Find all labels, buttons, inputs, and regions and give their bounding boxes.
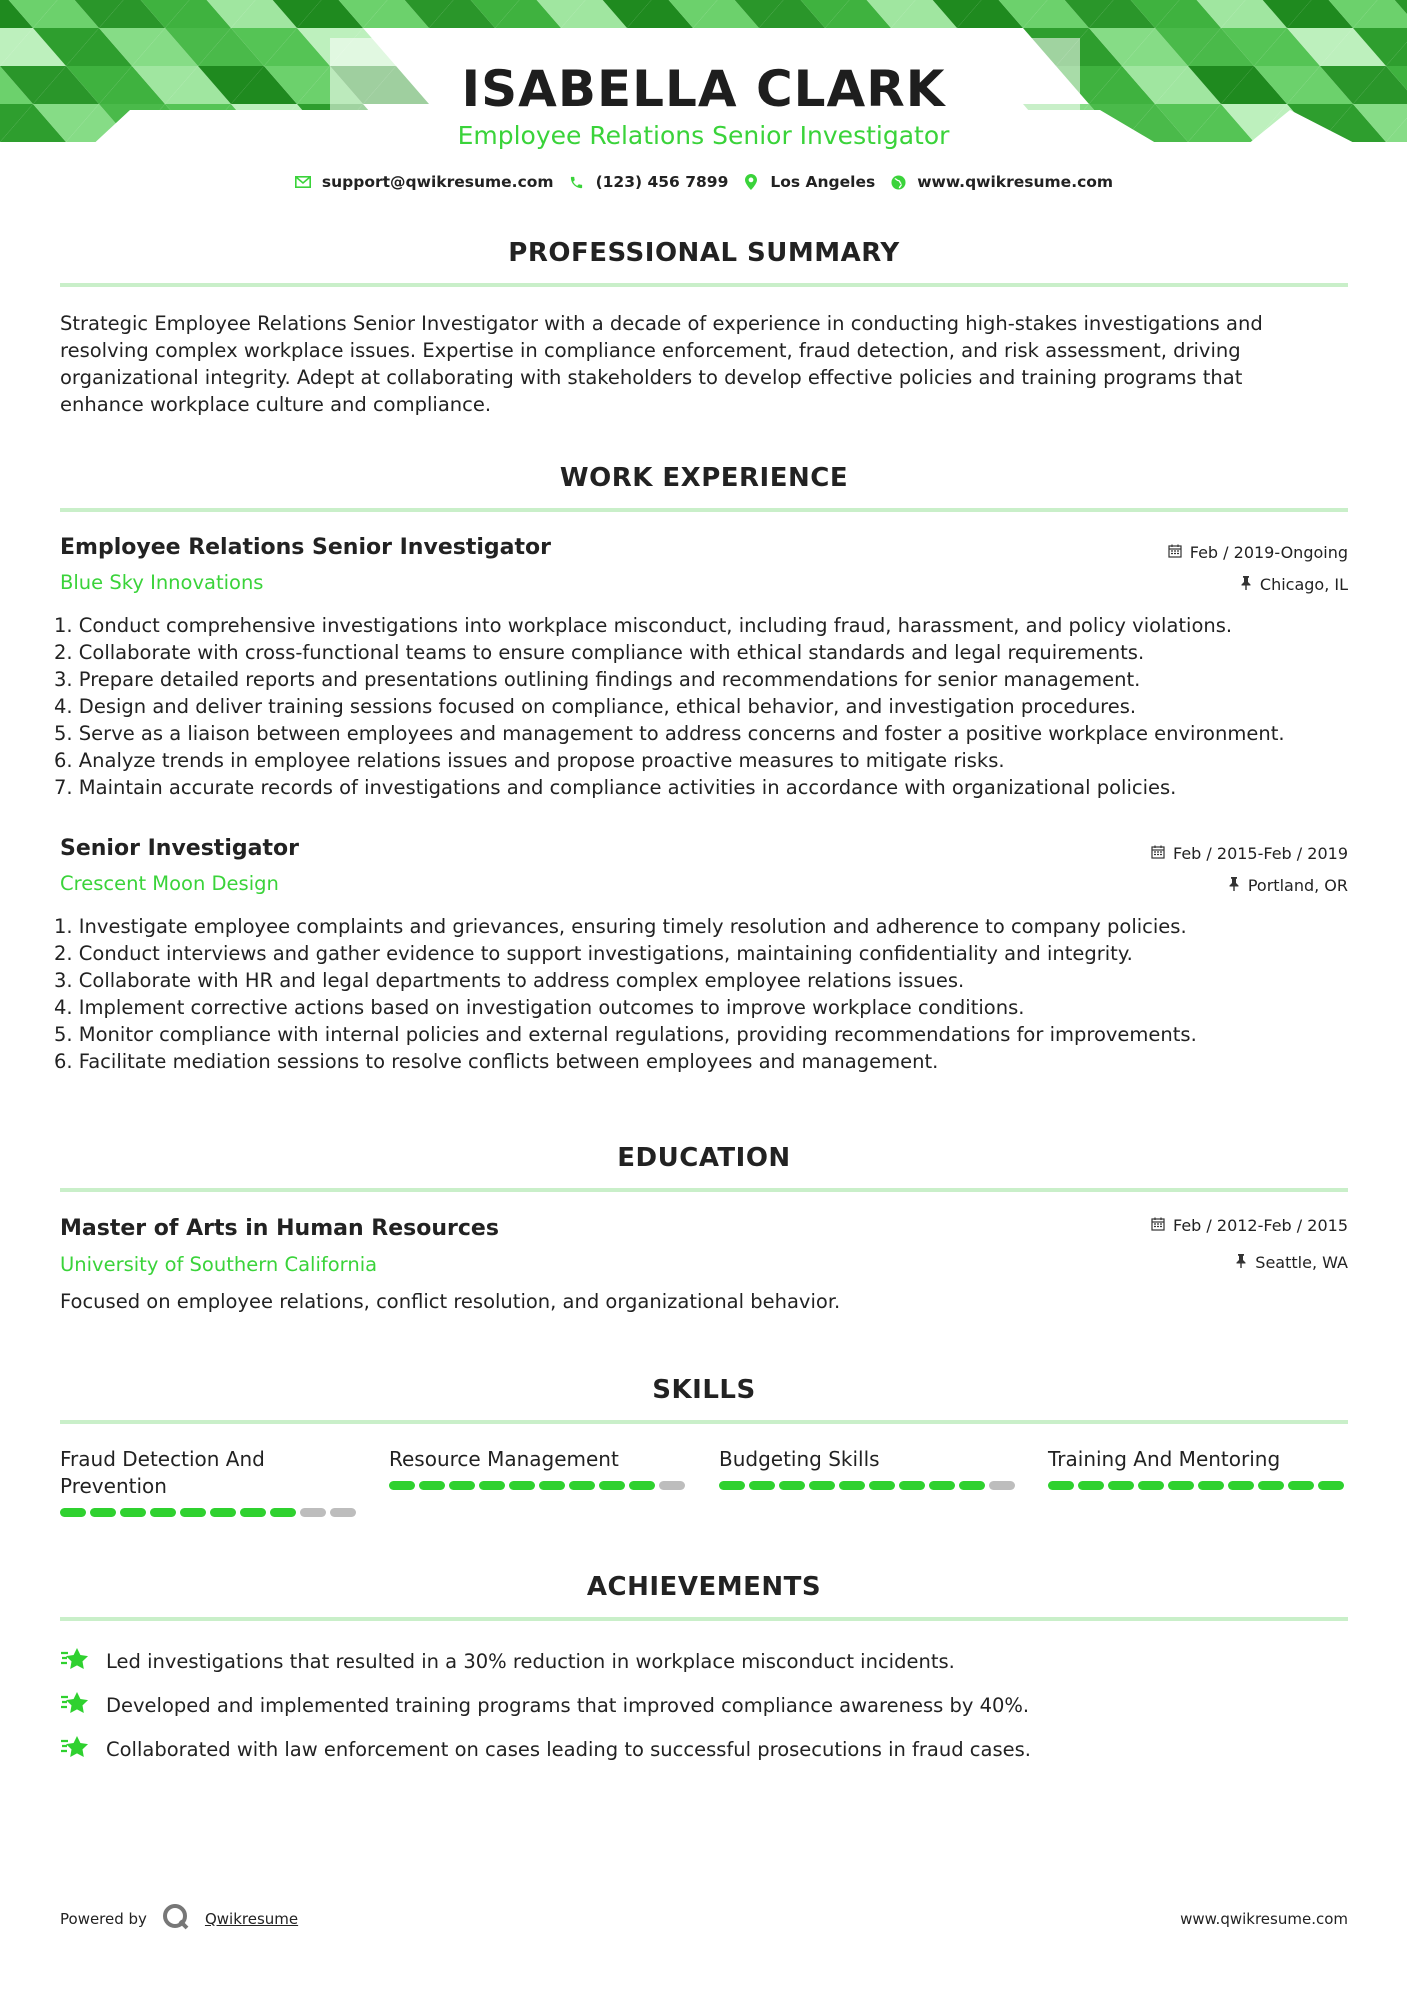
pushpin-icon (1228, 876, 1240, 895)
section-divider (60, 1420, 1348, 1424)
list-item: 6. Analyze trends in employee relations issues and propose proactive measures to mitigate risks. (54, 749, 1005, 772)
star-icon (60, 1689, 92, 1722)
list-item: 2. Conduct interviews and gather evidence to support investigations, maintaining confidentiality and integrity. (54, 942, 1133, 965)
contact-bar (0, 173, 1407, 191)
skill-level-segment (929, 1481, 955, 1490)
skill-item (389, 1446, 689, 1490)
skill-level-segment (419, 1481, 445, 1490)
skill-level-segment (509, 1481, 535, 1490)
brand-link[interactable]: Qwikresume (204, 1910, 299, 1928)
job-responsibilities (54, 913, 1354, 1075)
job-title: Employee Relations Senior Investigator (60, 535, 551, 560)
footer-website[interactable]: www.qwikresume.com (1180, 1910, 1348, 1928)
list-item: 5. Serve as a liaison between employees and management to address concerns and foster a positive workplace environment. (54, 722, 1285, 745)
skill-name: Training And Mentoring (1048, 1447, 1281, 1471)
section-title-summary: PROFESSIONAL SUMMARY (508, 238, 900, 268)
skill-level-segment (150, 1508, 176, 1517)
globe-icon (889, 175, 907, 190)
section-title-skills: SKILLS (652, 1375, 756, 1405)
summary-line: organizational integrity. Adept at collaborating with stakeholders to develop effective policies and training programs that (60, 366, 1243, 389)
candidate-name: ISABELLA CLARK (461, 60, 946, 118)
skill-item (719, 1446, 1019, 1490)
calendar-icon (1168, 543, 1182, 562)
skill-level-segment (989, 1481, 1015, 1490)
skill-level-segment (539, 1481, 565, 1490)
skill-level-segment (90, 1508, 116, 1517)
job-title: Senior Investigator (60, 836, 299, 861)
skill-level-segment (899, 1481, 925, 1490)
skill-level-segment (869, 1481, 895, 1490)
job-location: Portland, OR (1228, 876, 1348, 895)
skill-level-segment (809, 1481, 835, 1490)
contact-email[interactable]: support@qwikresume.com (294, 173, 554, 191)
contact-phone[interactable]: (123) 456 7899 (568, 173, 729, 191)
skill-level-segment (959, 1481, 985, 1490)
education-dates: Feb / 2012-Feb / 2015 (1151, 1216, 1348, 1235)
star-icon (60, 1645, 92, 1678)
skill-level-segment (779, 1481, 805, 1490)
list-item: 7. Maintain accurate records of investigations and compliance activities in accordance with organizational policies. (54, 776, 1177, 799)
skill-level-segment (1318, 1481, 1344, 1490)
pushpin-icon (1240, 575, 1252, 594)
job-dates: Feb / 2019-Ongoing (1168, 543, 1348, 562)
contact-website[interactable]: www.qwikresume.com (889, 173, 1113, 191)
skill-level-bar (60, 1508, 360, 1517)
skill-level-segment (749, 1481, 775, 1490)
job-location: Chicago, IL (1240, 575, 1348, 594)
skill-level-bar (389, 1481, 689, 1490)
qwikresume-logo-icon (161, 1902, 191, 1936)
list-item: 1. Conduct comprehensive investigations into workplace misconduct, including fraud, harassment, and policy violations. (54, 614, 1233, 637)
skill-level-segment (569, 1481, 595, 1490)
skill-level-segment (60, 1508, 86, 1517)
skill-name: Budgeting Skills (719, 1447, 880, 1471)
section-title-achievements: ACHIEVEMENTS (586, 1572, 822, 1602)
skill-level-segment (300, 1508, 326, 1517)
summary-line: enhance workplace culture and compliance. (60, 393, 492, 416)
skill-name: Fraud Detection And Prevention (60, 1447, 265, 1498)
skill-level-bar (719, 1481, 1019, 1490)
skill-level-segment (270, 1508, 296, 1517)
skill-level-segment (240, 1508, 266, 1517)
list-item: 1. Investigate employee complaints and grievances, ensuring timely resolution and adherence to company policies. (54, 915, 1187, 938)
list-item: 3. Prepare detailed reports and presentations outlining findings and recommendations for senior management. (54, 668, 1141, 691)
skill-level-segment (599, 1481, 625, 1490)
job-responsibilities (54, 612, 1354, 801)
section-title-experience: WORK EXPERIENCE (559, 463, 849, 493)
envelope-icon (294, 176, 312, 188)
skill-level-segment (180, 1508, 206, 1517)
list-item: 4. Design and deliver training sessions focused on compliance, ethical behavior, and investigation procedures. (54, 695, 1137, 718)
skill-level-segment (449, 1481, 475, 1490)
skill-level-segment (629, 1481, 655, 1490)
skill-level-segment (1138, 1481, 1164, 1490)
star-icon (60, 1733, 92, 1766)
education-degree: Master of Arts in Human Resources (60, 1216, 499, 1241)
list-item: 6. Facilitate mediation sessions to resolve conflicts between employees and management. (54, 1050, 939, 1073)
skill-level-segment (1198, 1481, 1224, 1490)
list-item: 5. Monitor compliance with internal policies and external regulations, providing recommendations for improvements. (54, 1023, 1197, 1046)
skill-level-segment (120, 1508, 146, 1517)
education-description: Focused on employee relations, conflict resolution, and organizational behavior. (60, 1290, 841, 1313)
skill-level-segment (330, 1508, 356, 1517)
skill-name: Resource Management (389, 1447, 619, 1471)
job-dates: Feb / 2015-Feb / 2019 (1151, 844, 1348, 863)
skill-item (1048, 1446, 1348, 1490)
education-location: Seattle, WA (1235, 1253, 1348, 1272)
list-item: 2. Collaborate with cross-functional teams to ensure compliance with ethical standards and legal requirements. (54, 641, 1145, 664)
section-title-education: EDUCATION (617, 1143, 791, 1173)
skill-level-bar (1048, 1481, 1348, 1490)
achievement-item: Led investigations that resulted in a 30% reduction in workplace misconduct incidents. (60, 1645, 955, 1678)
summary-line: resolving complex workplace issues. Expertise in compliance enforcement, fraud detection, and risk assessment, driving (60, 339, 1241, 362)
skill-level-segment (1048, 1481, 1074, 1490)
candidate-title: Employee Relations Senior Investigator (457, 121, 950, 150)
skill-level-segment (210, 1508, 236, 1517)
job-company: Blue Sky Innovations (60, 571, 264, 594)
footer (60, 1902, 1348, 1936)
skill-item (60, 1446, 360, 1517)
summary-text (60, 310, 1348, 418)
skill-level-segment (839, 1481, 865, 1490)
skill-level-segment (1258, 1481, 1284, 1490)
pushpin-icon (1235, 1253, 1247, 1272)
map-pin-icon (742, 174, 760, 190)
skill-level-segment (1288, 1481, 1314, 1490)
phone-icon (568, 175, 586, 190)
calendar-icon (1151, 1216, 1165, 1235)
skill-level-segment (719, 1481, 745, 1490)
skill-level-segment (1228, 1481, 1254, 1490)
skill-level-segment (1078, 1481, 1104, 1490)
section-divider (60, 283, 1348, 287)
section-divider (60, 1188, 1348, 1192)
skill-level-segment (1108, 1481, 1134, 1490)
skill-level-segment (479, 1481, 505, 1490)
powered-by-label: Powered by (60, 1910, 147, 1928)
job-company: Crescent Moon Design (60, 872, 279, 895)
skill-level-segment (1168, 1481, 1194, 1490)
section-divider (60, 508, 1348, 512)
skill-level-segment (659, 1481, 685, 1490)
section-divider (60, 1617, 1348, 1621)
calendar-icon (1151, 844, 1165, 863)
summary-line: Strategic Employee Relations Senior Investigator with a decade of experience in conducting high-stakes investigations and (60, 312, 1263, 335)
skill-level-segment (389, 1481, 415, 1490)
contact-location: Los Angeles (742, 173, 875, 191)
list-item: 3. Collaborate with HR and legal departments to address complex employee relations issues. (54, 969, 965, 992)
achievement-item: Collaborated with law enforcement on cases leading to successful prosecutions in fraud cases. (60, 1733, 1031, 1766)
education-school: University of Southern California (60, 1253, 378, 1276)
list-item: 4. Implement corrective actions based on investigation outcomes to improve workplace conditions. (54, 996, 1025, 1019)
achievement-item: Developed and implemented training programs that improved compliance awareness by 40%. (60, 1689, 1029, 1722)
